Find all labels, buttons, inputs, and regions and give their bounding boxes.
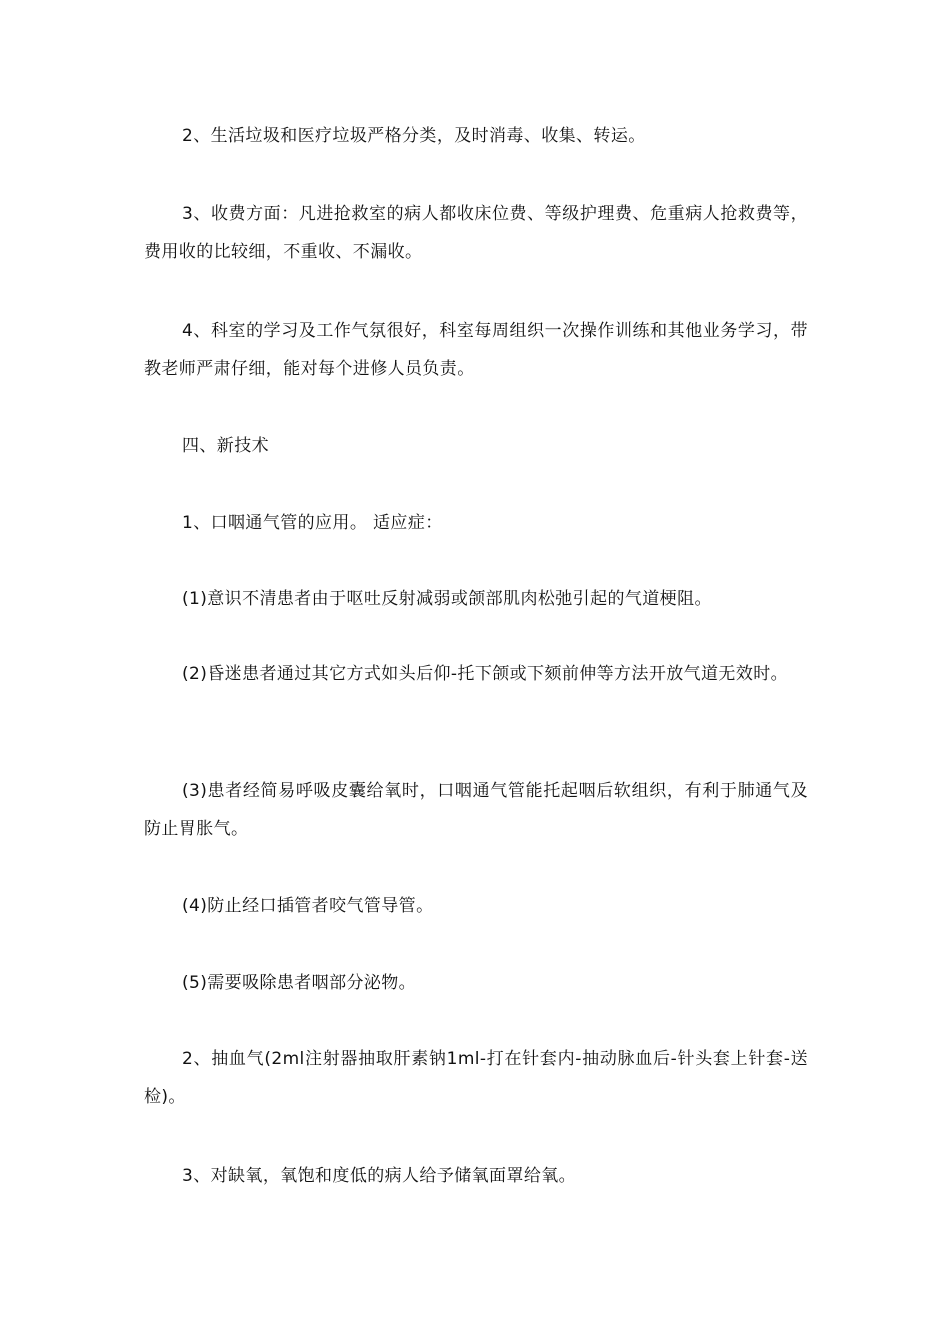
indication-item-2: (2)昏迷患者通过其它方式如头后仰-托下颌或下颏前伸等方法开放气道无效时。 <box>182 664 789 684</box>
paragraph-oropharyngeal-airway: 1、口咽通气管的应用。 适应症： <box>182 513 443 533</box>
paragraph-waste-sorting: 2、生活垃圾和医疗垃圾严格分类，及时消毒、收集、转运。 <box>182 126 646 146</box>
indication-item-5: (5)需要吸除患者咽部分泌物。 <box>182 973 417 993</box>
paragraph-study-atmosphere: 4、科室的学习及工作气氛很好，科室每周组织一次操作训练和其他业务学习，带教老师严肃仔细，能对每个进修人员负责。 <box>144 321 808 379</box>
paragraph-fees: 3、收费方面：凡进抢救室的病人都收床位费、等级护理费、危重病人抢救费等，费用收的比较细，不重收、不漏收。 <box>144 204 808 262</box>
paragraph-blood-gas: 2、抽血气(2ml注射器抽取肝素钠1ml-打在针套内-抽动脉血后-针头套上针套-送检)。 <box>144 1049 808 1107</box>
indication-item-4: (4)防止经口插管者咬气管导管。 <box>182 896 434 916</box>
section-heading-new-technology: 四、新技术 <box>182 436 269 456</box>
paragraph-oxygen-mask: 3、对缺氧，氧饱和度低的病人给予储氧面罩给氧。 <box>182 1166 577 1186</box>
indication-item-3: (3)患者经简易呼吸皮囊给氧时，口咽通气管能托起咽后软组织，有利于肺通气及防止胃胀气。 <box>144 781 808 839</box>
indication-item-1: (1)意识不清患者由于呕吐反射减弱或颌部肌肉松弛引起的气道梗阻。 <box>182 589 712 609</box>
